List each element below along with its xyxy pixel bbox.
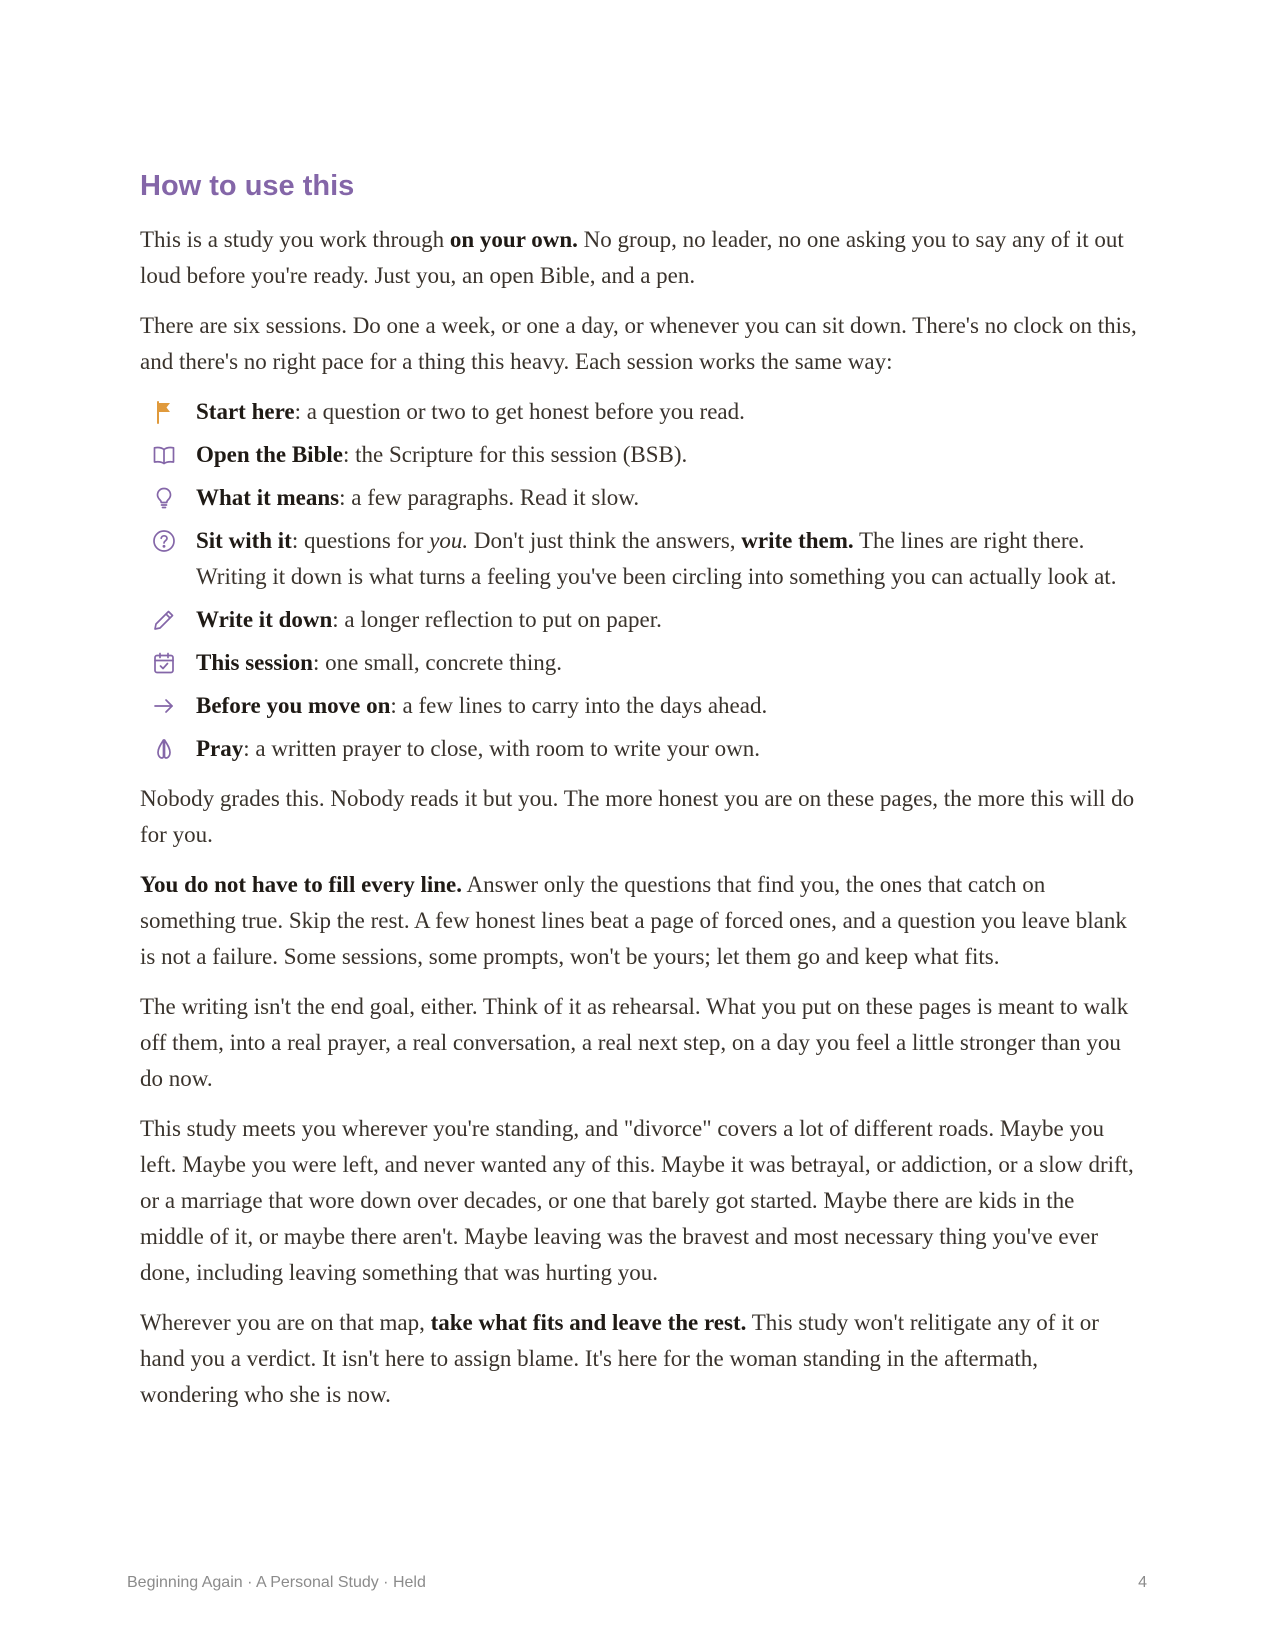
step-description: : a written prayer to close, with room to write your own. (243, 735, 761, 761)
step-description: The lines are right there. Writing it down is what turns a feeling you've been circling into something you can actually look at. (196, 527, 1117, 589)
step-open-the-bible (140, 437, 1140, 473)
intro-text: No group, no leader, no one asking you to say any of it out loud before you're ready. Just you, an open Bible, and a pen. (140, 226, 1124, 288)
step-label: Start here (196, 398, 295, 424)
step-text (196, 736, 760, 761)
step-text (196, 485, 639, 510)
step-description: : the Scripture for this session (BSB). (342, 441, 688, 467)
arrow-right-icon (152, 694, 176, 718)
intro-paragraph-1 (140, 222, 1140, 294)
pencil-icon (152, 608, 176, 632)
step-description: Don't just think the answers, (468, 527, 742, 553)
step-description: : a question or two to get honest before you read. (294, 398, 745, 424)
step-label: Open the Bible (196, 441, 343, 467)
step-label: This session (196, 649, 313, 675)
body-text: Wherever you are on that map, (140, 1309, 431, 1335)
footer-document-title: Beginning Again · A Personal Study · Held (127, 1574, 426, 1591)
step-this-session (140, 645, 1140, 681)
step-label: Before you move on (196, 692, 391, 718)
question-circle-icon (152, 529, 176, 553)
step-description: : questions for (291, 527, 430, 553)
session-steps-list (140, 394, 1140, 767)
step-start-here (140, 394, 1140, 430)
intro-text: This is a study you work through (140, 226, 450, 252)
step-sit-with-it (140, 523, 1140, 595)
page-content (140, 168, 1140, 1427)
step-text (196, 693, 767, 718)
emphasis-text: take what fits and leave the rest. (430, 1309, 747, 1335)
body-paragraph-different-roads: This study meets you wherever you're standing, and "divorce" covers a lot of different roads. Maybe you left. Maybe you were left, and never wanted any of this. Maybe it was betrayal, or addiction, or a slow drift, or a marriage that wore down over decades, or one that barely got started. Maybe there are kids in the middle of it, or maybe there aren't. Maybe leaving was the bravest and most necessary thing you've ever done, including leaving something that was hurting you. (140, 1115, 1134, 1285)
step-description: : a few lines to carry into the days ahead. (390, 692, 768, 718)
body-text: Answer only the questions that find you, the ones that catch on something true. Skip the rest. A few honest lines beat a page of forced ones, and a question you leave blank is not a failure. Some sessions, some prompts, won't be yours; let them go and keep what fits. (140, 871, 1127, 969)
step-before-you-move-on (140, 688, 1140, 724)
open-book-icon (152, 443, 176, 467)
step-pray (140, 731, 1140, 767)
flag-icon (152, 400, 176, 424)
body-paragraph-rehearsal: The writing isn't the end goal, either. Think of it as rehearsal. What you put on these pages is meant to walk off them, into a real prayer, a real conversation, a real next step, on a day you feel a little stronger than you do now. (140, 993, 1129, 1091)
intro-paragraph-2: There are six sessions. Do one a week, or one a day, or whenever you can sit down. There's no clock on this, and there's no right pace for a thing this heavy. Each session works the same way: (140, 312, 1137, 374)
step-description: : a longer reflection to put on paper. (332, 606, 662, 632)
calendar-check-icon (152, 651, 176, 675)
emphasis-text: write them. (741, 527, 854, 553)
step-description: : a few paragraphs. Read it slow. (339, 484, 640, 510)
body-paragraph-nobody-grades: Nobody grades this. Nobody reads it but you. The more honest you are on these pages, the more this will do for you. (140, 785, 1135, 847)
step-text (196, 650, 562, 675)
body-text: This study won't relitigate any of it or hand you a verdict. It isn't here to assign blame. It's here for the woman standing in the aftermath, wondering who she is now. (140, 1309, 1099, 1407)
step-write-it-down (140, 602, 1140, 638)
emphasis-text: on your own. (449, 226, 578, 252)
emphasis-italic: you. (429, 527, 469, 553)
step-text (196, 607, 662, 632)
praying-hands-icon (152, 737, 176, 761)
emphasis-text: You do not have to fill every line. (140, 871, 462, 897)
step-label: Write it down (196, 606, 333, 632)
step-text (196, 399, 745, 424)
body-paragraph-fill-every-line (140, 867, 1140, 975)
page-number: 4 (1138, 1574, 1147, 1591)
step-label: What it means (196, 484, 340, 510)
step-label: Sit with it (196, 527, 292, 553)
body-paragraph-take-what-fits (140, 1305, 1140, 1413)
page-title: How to use this (140, 170, 355, 202)
step-text (196, 528, 1116, 589)
step-label: Pray (196, 735, 244, 761)
step-text (196, 442, 687, 467)
lightbulb-icon (152, 486, 176, 510)
step-description: : one small, concrete thing. (312, 649, 563, 675)
step-what-it-means (140, 480, 1140, 516)
